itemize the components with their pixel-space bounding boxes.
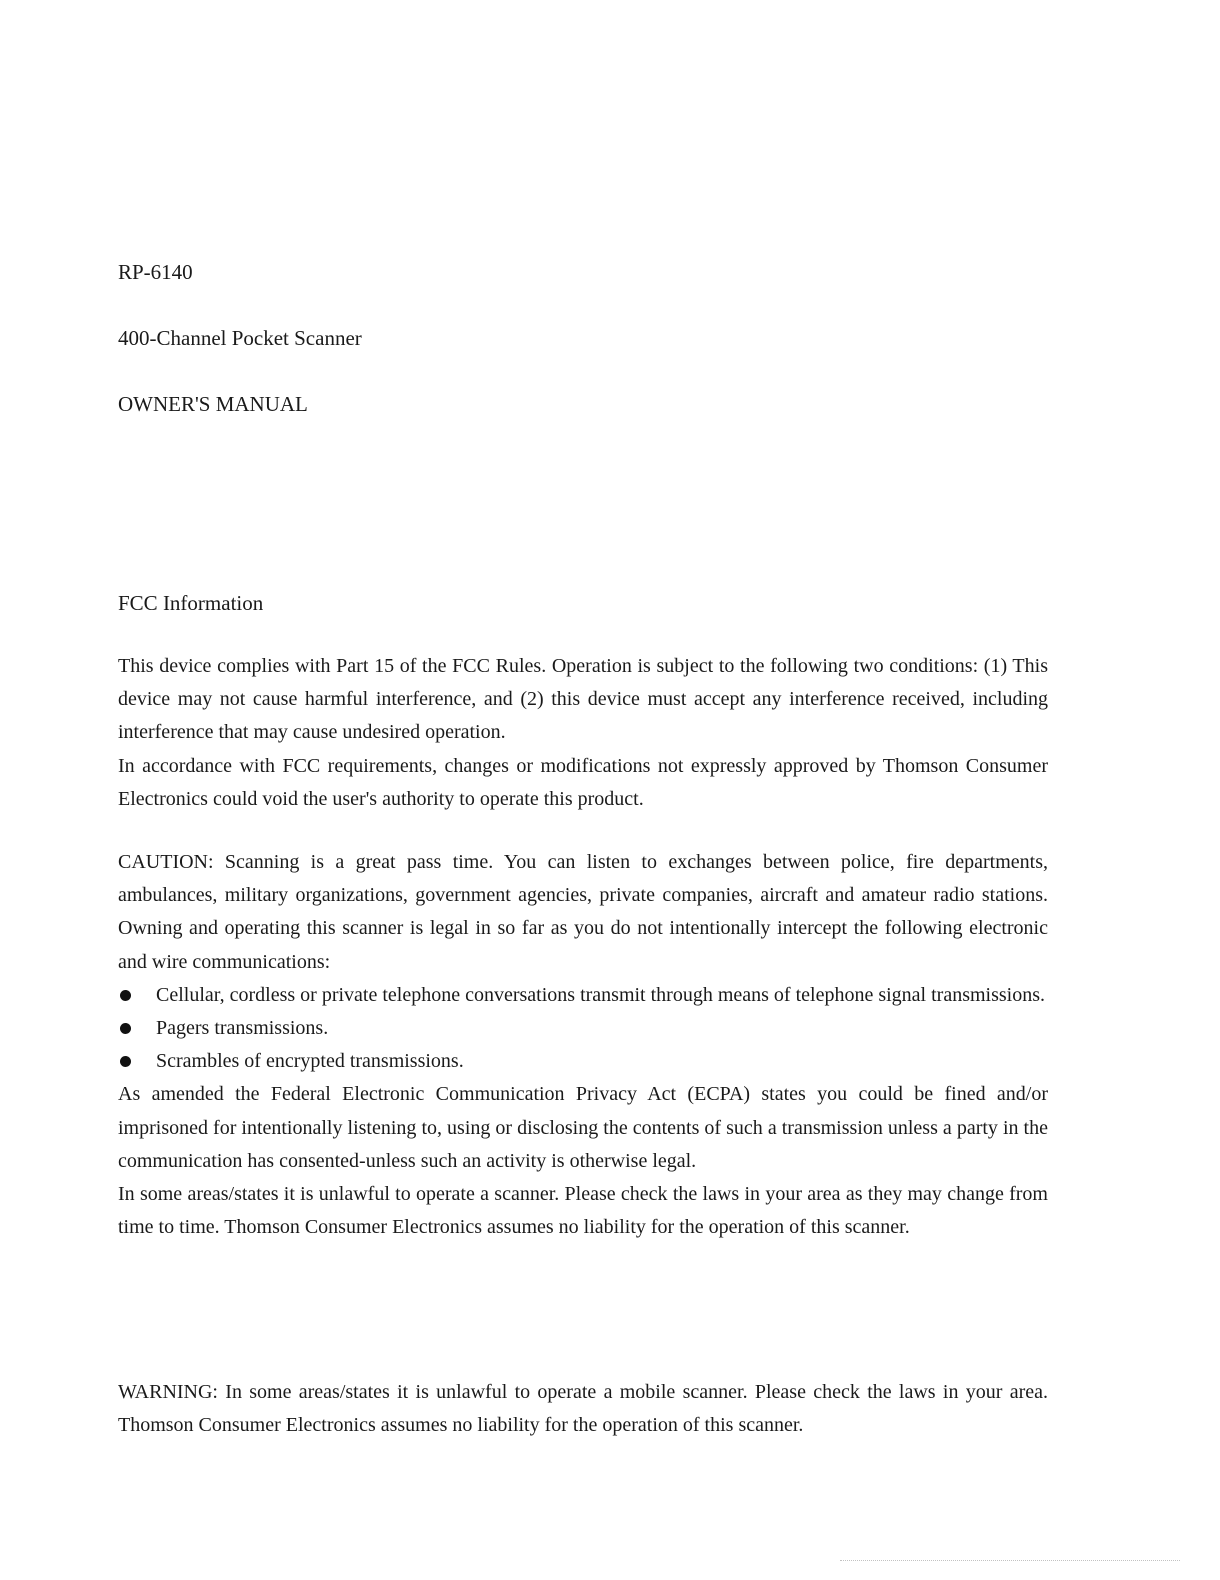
caution-intro-paragraph: CAUTION: Scanning is a great pass time. You can listen to exchanges between police, fire departments, ambulances, military organizations, government agencies, private companies, aircraft and amateur radio stations. Owning and operating this scanner is legal in so far as you do not intentionally intercept the following electronic and wire communications: xyxy=(118,851,1048,973)
fcc-modifications-paragraph: In accordance with FCC requirements, changes or modifications not expressly approved by Thomson Consumer Electronics could void the user's authority to operate this product. xyxy=(118,754,1048,810)
fcc-heading: FCC Information xyxy=(118,591,264,615)
bullet-icon xyxy=(120,990,131,1001)
list-item-text: Pagers transmissions. xyxy=(156,1017,329,1040)
list-item-text: Scrambles of encrypted transmissions. xyxy=(156,1050,464,1073)
list-item-text: Cellular, cordless or private telephone conversations transmit through means of telephone signal transmissions. xyxy=(156,983,1045,1006)
model-number: RP-6140 xyxy=(118,260,193,284)
product-subtitle: 400-Channel Pocket Scanner xyxy=(118,326,362,350)
bullet-icon xyxy=(120,1056,131,1067)
list-item xyxy=(118,1045,1048,1078)
bullet-icon xyxy=(120,1023,131,1034)
fcc-section xyxy=(118,650,1048,816)
list-item xyxy=(118,979,1048,1012)
fcc-compliance-paragraph: This device complies with Part 15 of the FCC Rules. Operation is subject to the following two conditions: (1) This device may not cause harmful interference, and (2) this device must accept any interference received, including interference that may cause undesired operation. xyxy=(118,655,1048,744)
intercept-list xyxy=(118,979,1048,1079)
manual-title: OWNER'S MANUAL xyxy=(118,392,308,416)
list-item xyxy=(118,1012,1048,1045)
ecpa-paragraph: As amended the Federal Electronic Communication Privacy Act (ECPA) states you could be fined and/or imprisoned for intentionally listening to, using or disclosing the contents of such a transmission unless a party in the communication has consented-unless such an activity is otherwise legal. xyxy=(118,1083,1048,1172)
caution-section xyxy=(118,846,1048,1244)
scan-artifact xyxy=(840,1560,1180,1565)
warning-paragraph: WARNING: In some areas/states it is unlawful to operate a mobile scanner. Please check the laws in your area. Thomson Consumer Electronics assumes no liability for the operation of this scanner. xyxy=(118,1381,1048,1437)
warning-section xyxy=(118,1376,1048,1442)
scanner-laws-paragraph: In some areas/states it is unlawful to operate a scanner. Please check the laws in your area as they may change from time to time. Thomson Consumer Electronics assumes no liability for the operation of this scanner. xyxy=(118,1183,1048,1239)
